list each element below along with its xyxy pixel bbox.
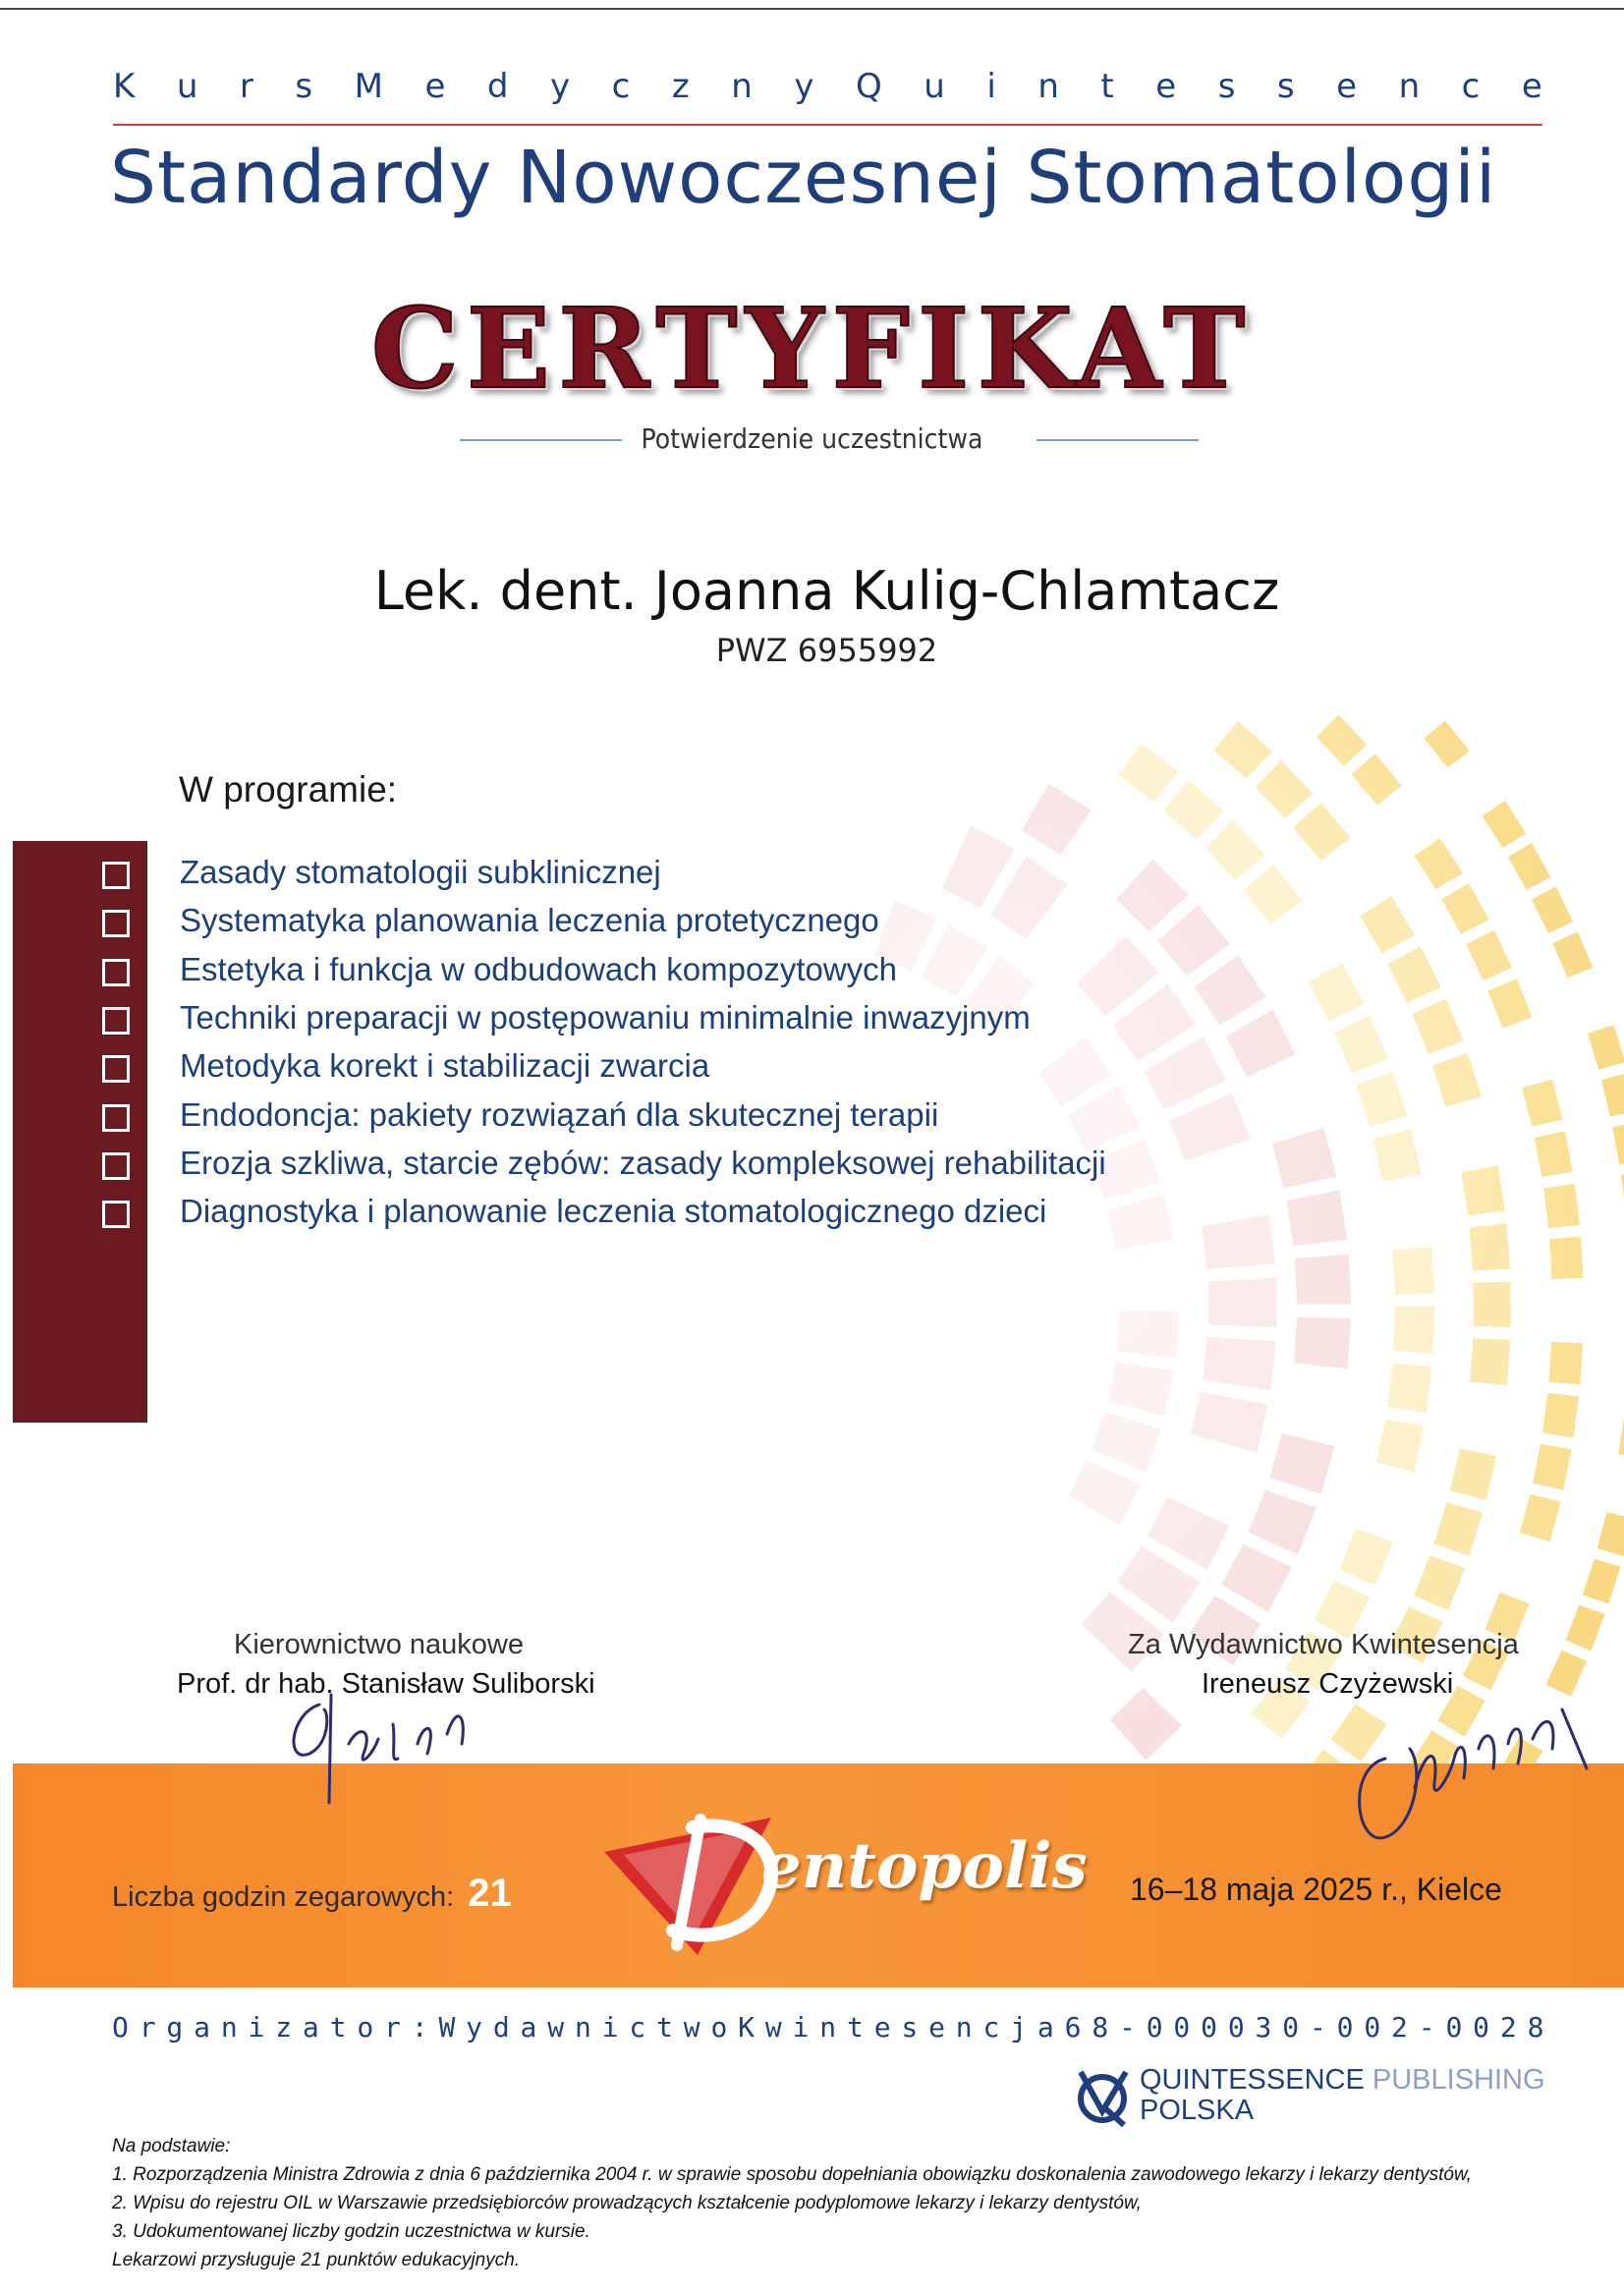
organizer-char: 0: [1336, 2011, 1354, 2044]
course-series-letter: d: [486, 67, 509, 106]
course-series-letter: c: [1461, 67, 1481, 106]
organizer-char: 0: [1282, 2011, 1300, 2044]
organizer-char: -: [1418, 2011, 1435, 2044]
program-item-label: Erozja szkliwa, starcie zębów: zasady kompleksowej rehabilitacji: [180, 1144, 1106, 1181]
legal-heading: Na podstawie:: [112, 2136, 231, 2156]
program-item-label: Zasady stomatologii subklinicznej: [180, 854, 661, 890]
program-intro: W programie:: [179, 769, 398, 810]
organizer-char: c: [982, 2011, 1000, 2044]
course-series-letter: e: [424, 67, 446, 106]
publisher-brand: [1140, 2065, 1545, 2126]
course-series-letter: n: [1398, 67, 1421, 106]
organizer-char: 6: [1064, 2011, 1082, 2044]
course-series-letter: M: [354, 67, 383, 106]
dentopolis-logo-text: entopolis: [761, 1829, 1088, 1903]
checkbox-icon: [102, 1152, 130, 1180]
organizer-char: w: [683, 2011, 700, 2044]
course-series-letter: e: [1336, 67, 1358, 106]
organizer-char: 0: [1445, 2011, 1463, 2044]
scientific-lead-role: Kierownictwo naukowe: [234, 1629, 524, 1660]
organizer-char: i: [601, 2011, 619, 2044]
checkbox-icon: [102, 959, 130, 986]
checkbox-icon: [102, 1007, 130, 1035]
organizer-char: z: [275, 2011, 293, 2044]
organizer-char: s: [901, 2011, 919, 2044]
legal-line-3: 3. Udokumentowanej liczby godzin uczestnictwa w kursie.: [112, 2221, 590, 2242]
course-series-letter: t: [1100, 67, 1114, 106]
checkbox-icon: [102, 1201, 130, 1228]
organizer-char: g: [166, 2011, 184, 2044]
scientific-lead-name: Prof. dr hab. Stanisław Suliborski: [177, 1668, 595, 1700]
course-series-letter: c: [611, 67, 631, 106]
checkbox-icon: [102, 1104, 130, 1132]
organizer-char: y: [466, 2011, 482, 2044]
organizer-char: 8: [1527, 2011, 1544, 2044]
course-title: Standardy Nowoczesnej Stomatologii: [110, 136, 1497, 220]
organizer-char: t: [329, 2011, 347, 2044]
organizer-char: w: [547, 2011, 565, 2044]
dentopolis-logo-mark: [604, 1798, 791, 1965]
course-series-letter: y: [550, 67, 571, 106]
organizer-char: i: [248, 2011, 265, 2044]
organizer-char: -: [1309, 2011, 1326, 2044]
publisher-rep-role: Za Wydawnictwo Kwintesencja: [1128, 1629, 1519, 1660]
organizer-char: a: [520, 2011, 537, 2044]
organizer-char: a: [302, 2011, 319, 2044]
organizer-char: n: [220, 2011, 238, 2044]
organizer-char: o: [357, 2011, 374, 2044]
organizer-char: 0: [1227, 2011, 1245, 2044]
heading-rule: [113, 124, 1542, 126]
organizer-char: 0: [1364, 2011, 1381, 2044]
course-series-heading: [113, 67, 1542, 106]
publisher-rep-signature: [1307, 1690, 1601, 1857]
organizer-char: W: [438, 2011, 456, 2044]
program-item-label: Diagnostyka i planowanie leczenia stomatologicznego dzieci: [180, 1193, 1047, 1230]
course-series-letter: r: [239, 67, 253, 106]
legal-line-2: 2. Wpisu do rejestru OIL w Warszawie przedsiębiorców prowadzących kształcenie podyplomowe lekarzy i lekarzy dentystów,: [112, 2193, 1142, 2213]
organizer-char: e: [873, 2011, 891, 2044]
organizer-char: n: [574, 2011, 591, 2044]
course-series-letter: s: [295, 67, 313, 106]
checkbox-icon: [102, 862, 130, 889]
organizer-char: 8: [1092, 2011, 1109, 2044]
legal-line-1: 1. Rozporządzenia Ministra Zdrowia z dnia 6 października 2004 r. w sprawie sposobu dopełniania obowiązku doskonalenia zawodowego lekarzy i lekarzy dentystów,: [112, 2164, 1472, 2185]
legal-points: Lekarzowi przysługuje 21 punktów edukacyjnych.: [112, 2250, 521, 2270]
organizer-char: 0: [1173, 2011, 1191, 2044]
organizer-char: t: [846, 2011, 864, 2044]
program-item-label: Systematyka planowania leczenia protetycznego: [180, 902, 879, 939]
recipient-name: Lek. dent. Joanna Kulig-Chlamtacz: [373, 560, 1280, 622]
program-item-label: Techniki preparacji w postępowaniu minimalnie inwazyjnym: [180, 998, 1031, 1036]
organizer-char: a: [1036, 2011, 1054, 2044]
publisher-brand-light: PUBLISHING: [1364, 2064, 1545, 2096]
organizer-char: w: [764, 2011, 782, 2044]
course-series-letter: y: [794, 67, 814, 106]
organizer-char: d: [492, 2011, 510, 2044]
program-item-label: Estetyka i funkcja w odbudowach kompozytowych: [180, 950, 898, 987]
certificate-subtitle: Potwierdzenie uczestnictwa: [641, 422, 983, 455]
organizer-line: [112, 2011, 1544, 2044]
course-series-letter: K: [113, 67, 136, 106]
organizer-char: O: [112, 2011, 129, 2044]
organizer-char: o: [710, 2011, 728, 2044]
course-series-letter: s: [1217, 67, 1236, 106]
course-series-letter: Q: [855, 67, 882, 106]
course-series-letter: z: [671, 67, 690, 106]
checkbox-icon: [102, 910, 130, 937]
course-series-letter: i: [986, 67, 996, 106]
top-border-line: [0, 8, 1624, 10]
organizer-char: c: [629, 2011, 646, 2044]
course-series-letter: e: [1521, 67, 1542, 106]
organizer-char: r: [384, 2011, 401, 2044]
hours-value: 21: [468, 1872, 512, 1915]
organizer-char: n: [955, 2011, 973, 2044]
hours-count: [112, 1872, 512, 1916]
organizer-char: r: [139, 2011, 156, 2044]
publisher-rep-name: Ireneusz Czyżewski: [1202, 1668, 1454, 1700]
organizer-char: :: [411, 2011, 428, 2044]
organizer-char: n: [819, 2011, 837, 2044]
course-series-letter: u: [924, 67, 945, 106]
organizer-char: 2: [1391, 2011, 1408, 2044]
organizer-char: e: [928, 2011, 945, 2044]
recipient-pwz: PWZ 6955992: [715, 632, 938, 669]
organizer-char: 0: [1146, 2011, 1163, 2044]
publisher-brand-bold: QUINTESSENCE: [1140, 2064, 1365, 2096]
course-dates-location: 16–18 maja 2025 r., Kielce: [1130, 1872, 1502, 1907]
program-item: [0, 1191, 1375, 1250]
course-series-letter: n: [731, 67, 753, 106]
program-item-label: Endodoncja: pakiety rozwiązań dla skutecznej terapii: [180, 1095, 939, 1133]
course-series-letter: n: [1037, 67, 1059, 106]
organizer-char: t: [656, 2011, 673, 2044]
course-series-letter: u: [176, 67, 198, 106]
organizer-char: 0: [1201, 2011, 1217, 2044]
organizer-char: a: [194, 2011, 210, 2044]
organizer-char: j: [1010, 2011, 1028, 2044]
certificate-title: CERTYFIKAT: [370, 285, 1254, 414]
checkbox-icon: [102, 1055, 130, 1083]
organizer-char: 0: [1473, 2011, 1490, 2044]
organizer-char: i: [792, 2011, 810, 2044]
course-series-letter: s: [1276, 67, 1295, 106]
quintessence-logo-mark: [1073, 2068, 1134, 2129]
organizer-char: 2: [1499, 2011, 1517, 2044]
scientific-lead-signature: [280, 1685, 545, 1813]
course-series-letter: e: [1155, 67, 1177, 106]
legal-basis: [112, 2132, 1472, 2274]
program-item-label: Metodyka korekt i stabilizacji zwarcia: [180, 1047, 710, 1085]
organizer-char: 3: [1255, 2011, 1272, 2044]
organizer-char: K: [738, 2011, 756, 2044]
hours-label: Liczba godzin zegarowych:: [112, 1881, 455, 1913]
publisher-brand-country: POLSKA: [1140, 2095, 1255, 2126]
organizer-char: -: [1119, 2011, 1136, 2044]
